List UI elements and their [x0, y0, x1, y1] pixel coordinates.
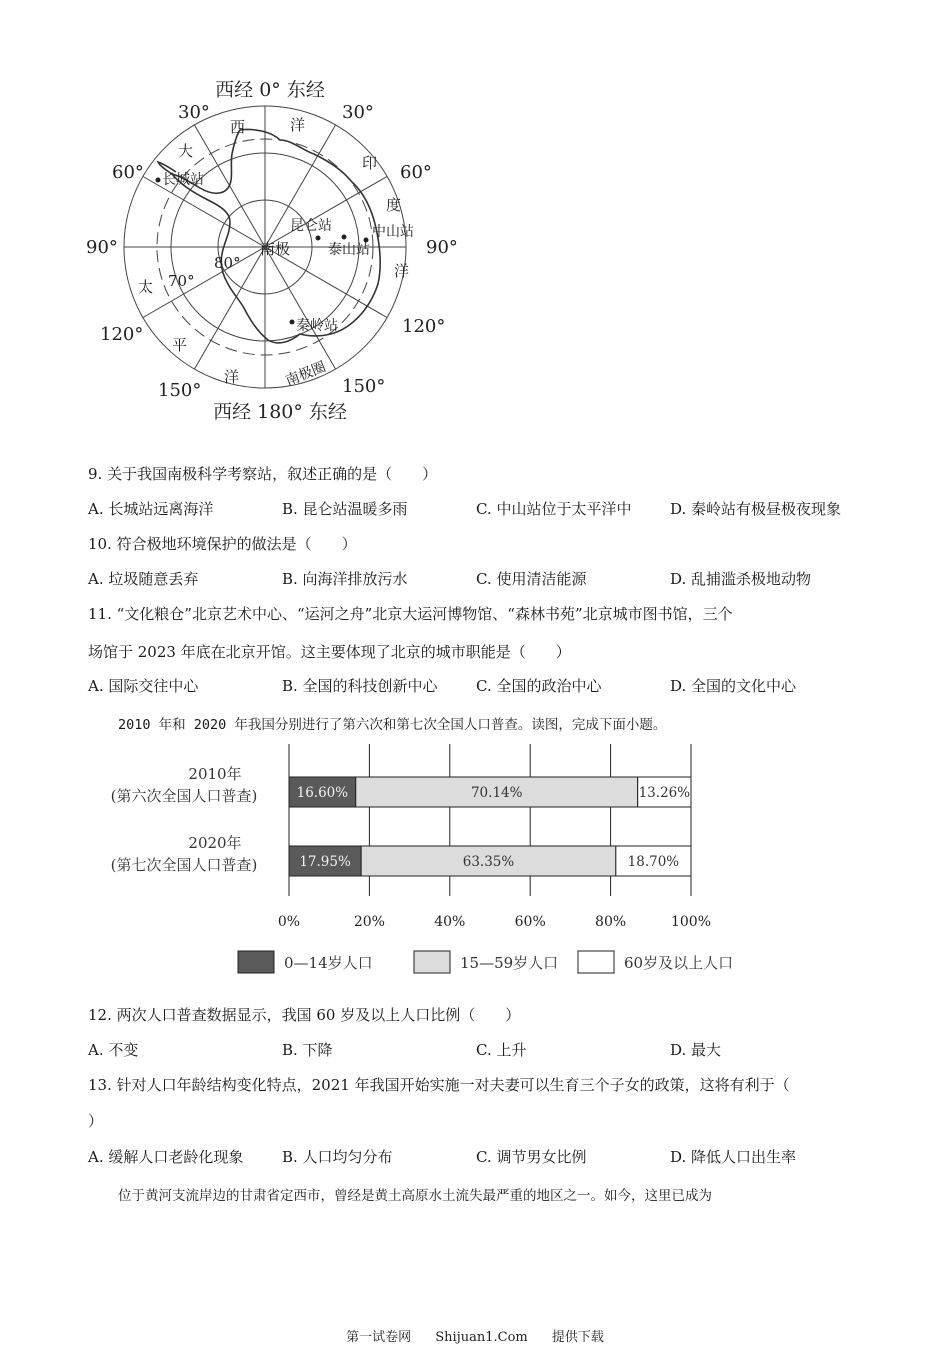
lat-70: 70° — [168, 272, 195, 290]
deg-90-left: 90° — [86, 237, 118, 258]
q9-stem: 9. 关于我国南极科学考察站，叙述正确的是（ ） — [88, 465, 438, 483]
station-zhongshan-marker — [364, 238, 369, 243]
station-taishan-marker — [342, 235, 347, 240]
pacific-char-3: 洋 — [224, 368, 240, 386]
data-label: 70.14% — [470, 785, 523, 801]
data-label: 18.70% — [627, 854, 680, 870]
q10-option-d[interactable]: D. 乱捕滥杀极地动物 — [670, 570, 812, 588]
antarctica-outline — [172, 129, 380, 342]
indian-char-1: 印 — [362, 154, 378, 172]
station-kunlun-marker — [316, 236, 321, 241]
map-lon-bottom: 西经 180° 东经 — [213, 401, 347, 423]
q11-option-a[interactable]: A. 国际交往中心 — [88, 677, 199, 695]
x-tick-label: 60% — [514, 914, 546, 930]
x-tick-label: 20% — [353, 914, 385, 930]
deg-60-left: 60° — [112, 162, 144, 183]
legend-swatch — [578, 951, 614, 973]
q10-option-c[interactable]: C. 使用清洁能源 — [476, 570, 587, 588]
station-zhongshan: 中山站 — [372, 224, 414, 240]
q13-option-b[interactable]: B. 人口均匀分布 — [282, 1148, 393, 1166]
q11-stem-line2: 场馆于 2023 年底在北京开馆。这主要体现了北京的城市职能是（ ） — [88, 643, 571, 661]
q11-option-c[interactable]: C. 全国的政治中心 — [476, 677, 602, 695]
legend-label: 0—14岁人口 — [284, 954, 373, 972]
map-lon-top: 西经 0° 东经 — [215, 79, 325, 101]
category-label-year: 2010年 — [188, 765, 242, 783]
x-tick-label: 0% — [277, 914, 301, 930]
q13-stem-line1: 13. 针对人口年龄结构变化特点，2021 年我国开始实施一对夫妻可以生育三个子女的政策，这将有利于（ — [88, 1076, 790, 1094]
deg-120-right: 120° — [402, 316, 446, 337]
deg-30-left: 30° — [178, 102, 210, 123]
deg-60-right: 60° — [400, 162, 432, 183]
q9-option-a[interactable]: A. 长城站远离海洋 — [88, 500, 214, 518]
legend-label: 15—59岁人口 — [460, 954, 559, 972]
antarctica-map — [80, 70, 480, 430]
q13-stem-line2: ） — [88, 1112, 104, 1130]
deg-120-left: 120° — [100, 324, 144, 345]
data-label: 63.35% — [462, 854, 515, 870]
x-tick-label: 80% — [595, 914, 627, 930]
station-changcheng-marker — [156, 178, 161, 183]
legend-label: 60岁及以上人口 — [624, 954, 734, 972]
q9-option-d[interactable]: D. 秦岭站有极昼极夜现象 — [670, 500, 842, 518]
deg-150-left: 150° — [158, 380, 202, 401]
x-tick-label: 100% — [670, 914, 712, 930]
indian-char-2: 度 — [386, 196, 402, 214]
q9-option-c[interactable]: C. 中山站位于太平洋中 — [476, 500, 632, 518]
census-intro: 2010 年和 2020 年我国分别进行了第六次和第七次全国人口普查。读图，完成下面小题。 — [118, 717, 667, 733]
deg-90-right: 90° — [426, 237, 458, 258]
polar-circle-label: 南极圈 — [283, 358, 329, 390]
q13-option-a[interactable]: A. 缓解人口老龄化现象 — [88, 1148, 244, 1166]
census-chart — [80, 740, 760, 990]
q11-option-b[interactable]: B. 全国的科技创新中心 — [282, 677, 438, 695]
station-qinling: 秦岭站 — [296, 318, 338, 334]
category-label-census: (第七次全国人口普查) — [110, 856, 258, 874]
dingxi-intro: 位于黄河支流岸边的甘肃省定西市，曾经是黄土高原水土流失最严重的地区之一。如今，这里已成为 — [118, 1188, 712, 1204]
data-label: 17.95% — [299, 854, 351, 870]
q12-option-b[interactable]: B. 下降 — [282, 1041, 333, 1059]
footer-download: 提供下载 — [551, 1330, 604, 1345]
category-label-census: (第六次全国人口普查) — [110, 787, 258, 805]
q10-stem: 10. 符合极地环境保护的做法是（ ） — [88, 535, 357, 553]
page-footer — [0, 1326, 950, 1345]
atlantic-char-1: 大 — [178, 142, 194, 160]
legend-swatch — [238, 951, 274, 973]
legend-swatch — [414, 951, 450, 973]
category-label-year: 2020年 — [188, 834, 242, 852]
q11-option-d[interactable]: D. 全国的文化中心 — [670, 677, 797, 695]
q12-stem: 12. 两次人口普查数据显示，我国 60 岁及以上人口比例（ ） — [88, 1006, 521, 1024]
q13-option-c[interactable]: C. 调节男女比例 — [476, 1148, 587, 1166]
indian-char-3: 洋 — [394, 262, 410, 280]
q9-option-b[interactable]: B. 昆仑站温暖多雨 — [282, 500, 408, 518]
station-qinling-marker — [290, 320, 295, 325]
deg-150-right: 150° — [342, 376, 386, 397]
footer-site-en[interactable]: Shijuan1.Com — [435, 1330, 528, 1345]
footer-site-cn: 第一试卷网 — [346, 1330, 412, 1345]
station-taishan: 泰山站 — [328, 242, 370, 258]
south-pole-label: 南极 — [260, 240, 291, 258]
q10-option-b[interactable]: B. 向海洋排放污水 — [282, 570, 408, 588]
atlantic-char-3: 洋 — [290, 116, 306, 134]
data-label: 16.60% — [296, 785, 349, 801]
q11-stem-line1: 11. “文化粮仓”北京艺术中心、“运河之舟”北京大运河博物馆、“森林书苑”北京城市图书馆，三个 — [88, 605, 733, 623]
pacific-char-2: 平 — [172, 336, 188, 354]
station-kunlun: 昆仑站 — [290, 218, 332, 234]
data-label: 13.26% — [638, 785, 691, 801]
atlantic-char-2: 西 — [230, 118, 246, 136]
q13-option-d[interactable]: D. 降低人口出生率 — [670, 1148, 797, 1166]
q12-option-d[interactable]: D. 最大 — [670, 1041, 722, 1059]
x-tick-label: 40% — [434, 914, 466, 930]
q10-option-a[interactable]: A. 垃圾随意丢弃 — [88, 570, 199, 588]
station-changcheng: 长城站 — [162, 172, 204, 188]
deg-30-right: 30° — [342, 102, 374, 123]
q12-option-c[interactable]: C. 上升 — [476, 1041, 527, 1059]
q12-option-a[interactable]: A. 不变 — [88, 1041, 139, 1059]
pacific-char-1: 太 — [138, 278, 154, 296]
lat-80: 80° — [214, 254, 241, 272]
